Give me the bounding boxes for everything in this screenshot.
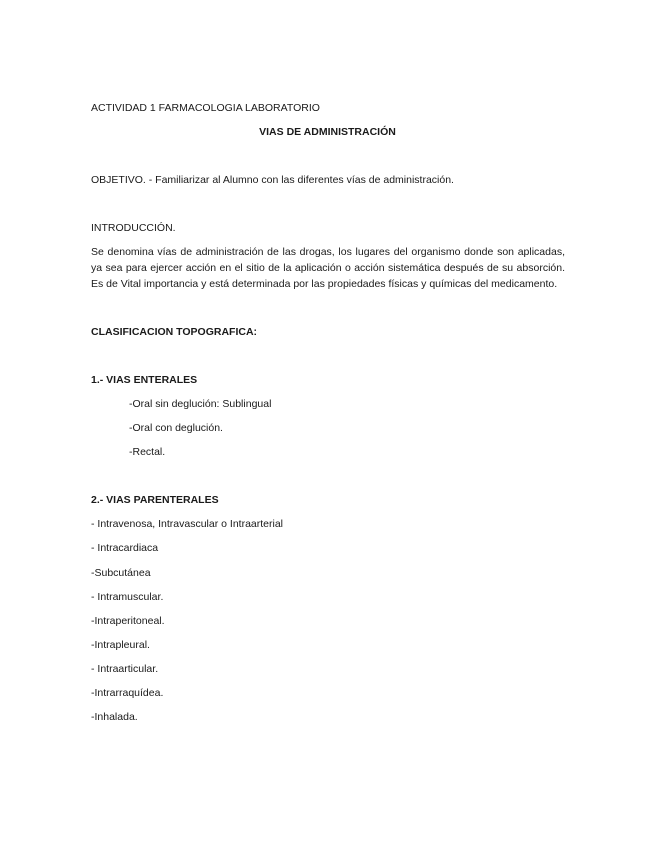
document-header: ACTIVIDAD 1 FARMACOLOGIA LABORATORIO: [91, 102, 320, 114]
parenterales-heading: 2.- VIAS PARENTERALES: [91, 494, 219, 506]
list-item: - Intracardiaca: [91, 542, 159, 554]
list-item: -Oral con deglución.: [129, 422, 223, 434]
intro-heading: INTRODUCCIÓN.: [91, 222, 176, 234]
list-item: -Intraperitoneal.: [91, 615, 165, 627]
list-item: - Intraarticular.: [91, 663, 159, 675]
enterales-heading: 1.- VIAS ENTERALES: [91, 374, 198, 386]
classification-heading: CLASIFICACION TOPOGRAFICA:: [91, 326, 258, 338]
intro-paragraph: Se denomina vías de administración de las drogas, los lugares del organismo donde son aplicadas, ya sea para ejercer acción en el sitio de la aplicación o acción sistemática después de su absorción. Es de Vital importancia y está determinada por las propiedades físicas y químicas del medicamento.: [91, 246, 565, 290]
list-item: -Intrapleural.: [91, 639, 150, 651]
list-item: -Inhalada.: [91, 711, 138, 723]
list-item: - Intravenosa, Intravascular o Intraarterial: [91, 518, 284, 530]
list-item: - Intramuscular.: [91, 591, 164, 603]
list-item: -Rectal.: [129, 446, 166, 458]
objective-text: OBJETIVO. - Familiarizar al Alumno con las diferentes vías de administración.: [91, 174, 454, 186]
document-title: VIAS DE ADMINISTRACIÓN: [259, 126, 396, 138]
list-item: -Oral sin deglución: Sublingual: [129, 398, 272, 410]
list-item: -Intrarraquídea.: [91, 687, 164, 699]
list-item: -Subcutánea: [91, 567, 151, 579]
